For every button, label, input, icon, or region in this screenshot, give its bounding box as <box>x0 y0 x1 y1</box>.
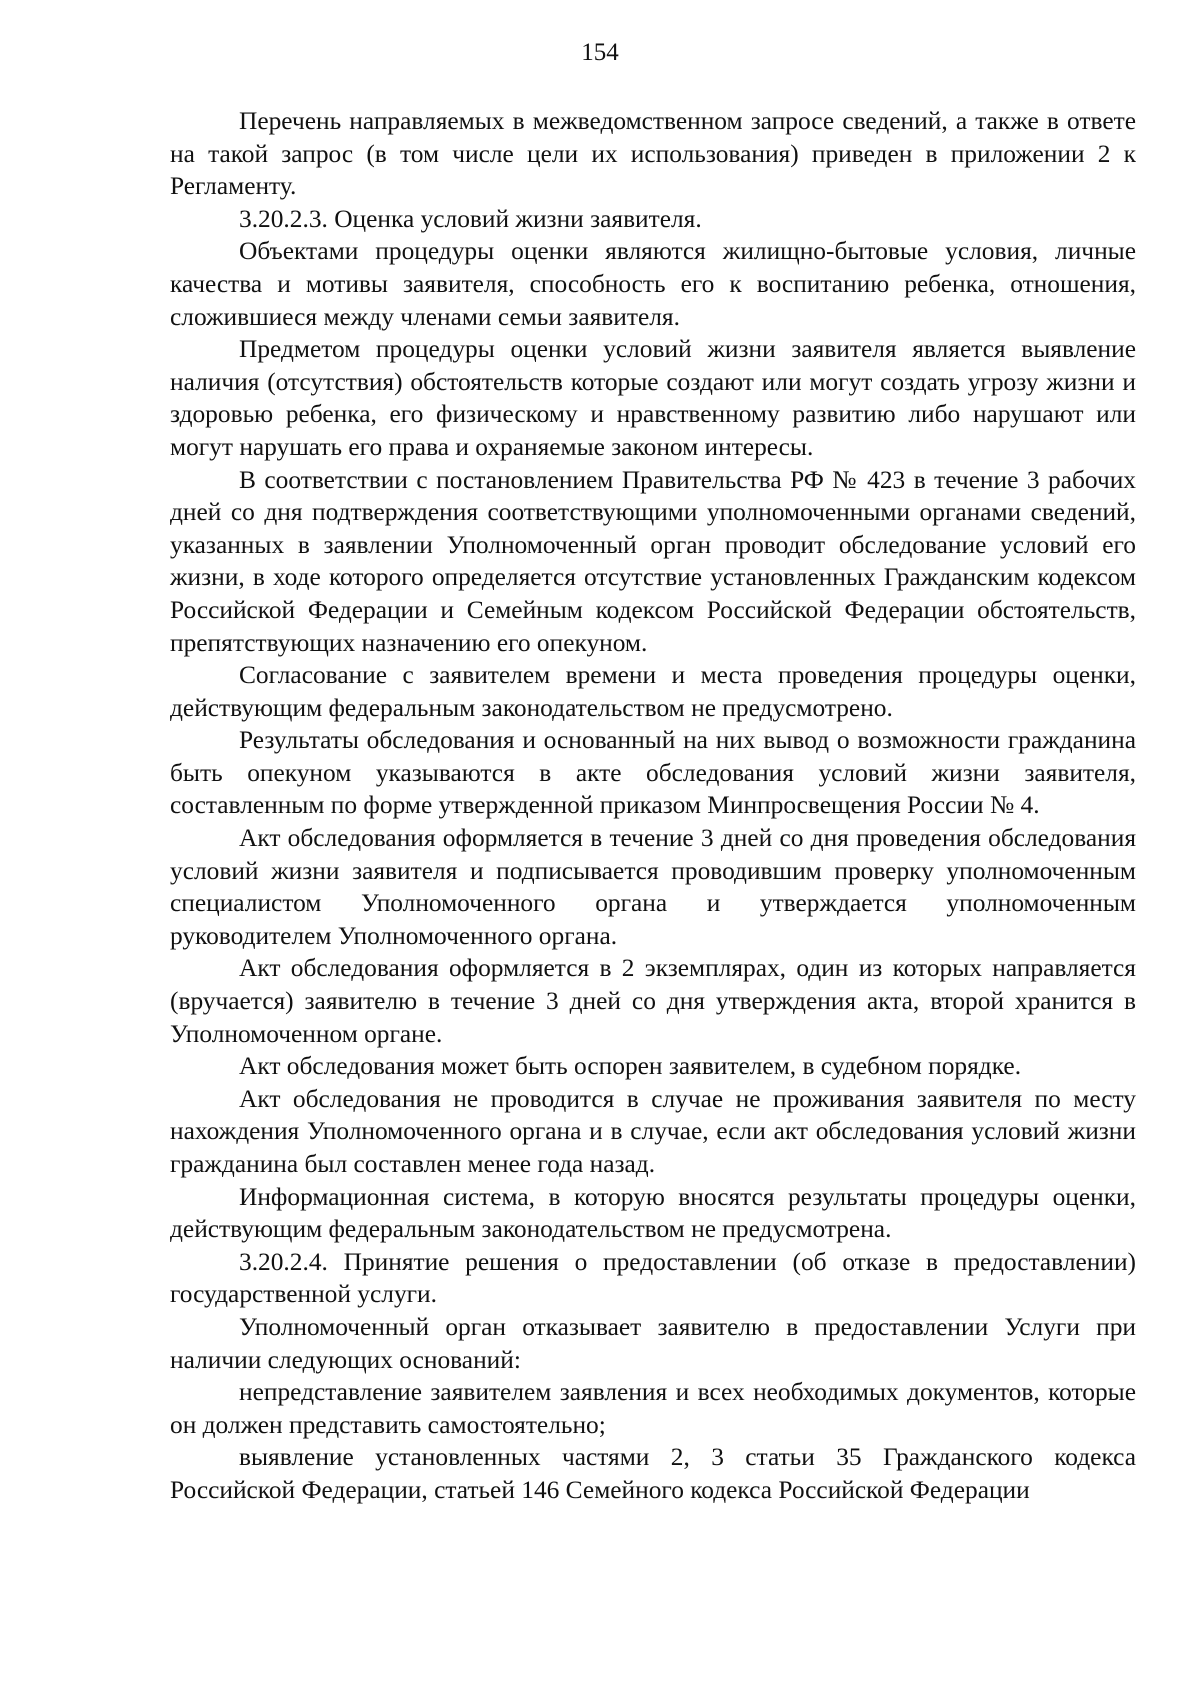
paragraph-time-place-agreement: Согласование с заявителем времени и места проведения процедуры оценки, действующим федеральным законодательством не предусмотрено. <box>170 661 1136 722</box>
section-heading-3-20-2-4: 3.20.2.4. Принятие решения о предоставлении (об отказе в предоставлении) государственной услуги. <box>170 1247 1136 1309</box>
paragraph-act-preparation: Акт обследования оформляется в течение 3 дней со дня проведения обследования условий жизни заявителя и подписывается проводившим проверку уполномоченным специалистом Уполномоченного органа и утверждается уполномоченным руководителем Уполномоченного органа. <box>170 824 1136 950</box>
paragraph-assessment-subject: Предметом процедуры оценки условий жизни заявителя является выявление наличия (отсутствия) обстоятельств которые создают или могут создать угрозу жизни и здоровью ребенка, его физическому и нравственному развитию либо нарушают или могут нарушать его права и охраняемые законом интересы. <box>170 335 1136 461</box>
paragraph-interagency-request-info: Перечень направляемых в межведомственном запросе сведений, а также в ответе на такой запрос (в том числе цели их использования) приведен в приложении 2 к Регламенту. <box>170 107 1136 201</box>
document-body <box>170 105 1136 1507</box>
page-number: 154 <box>581 39 619 66</box>
paragraph-assessment-objects: Объектами процедуры оценки являются жилищно-бытовые условия, личные качества и мотивы заявителя, способность его к воспитанию ребенка, отношения, сложившиеся между членами семьи заявителя. <box>170 237 1136 331</box>
paragraph-refusal-ground-documents: непредставление заявителем заявления и всех необходимых документов, которые он должен представить самостоятельно; <box>170 1378 1136 1439</box>
paragraph-resolution-423: В соответствии с постановлением Правительства РФ № 423 в течение 3 рабочих дней со дня подтверждения соответствующими уполномоченными органами сведений, указанных в заявлении Уполномоченный орган проводит обследование условий его жизни, в ходе которого определяется отсутствие установленных Гражданским кодексом Российской Федерации и Семейным кодексом Российской Федерации обстоятельств, препятствующих назначению его опекуном. <box>170 465 1136 657</box>
paragraph-act-not-conducted: Акт обследования не проводится в случае не проживания заявителя по месту нахождения Уполномоченного органа и в случае, если акт обследования условий жизни гражданина был составлен менее года назад. <box>170 1084 1136 1178</box>
paragraph-act-copies: Акт обследования оформляется в 2 экземплярах, один из которых направляется (вручается) заявителю в течение 3 дней со дня утверждения акта, второй хранится в Уполномоченном органе. <box>170 954 1136 1048</box>
paragraph-refusal-grounds: Уполномоченный орган отказывает заявителю в предоставлении Услуги при наличии следующих оснований: <box>170 1312 1136 1374</box>
paragraph-refusal-ground-civil-code: выявление установленных частями 2, 3 статьи 35 Гражданского кодекса Российской Федерации, статьей 146 Семейного кодекса Российской Федерации <box>170 1443 1136 1504</box>
paragraph-act-appeal: Акт обследования может быть оспорен заявителем, в судебном порядке. <box>239 1052 1022 1081</box>
paragraph-information-system: Информационная система, в которую вносятся результаты процедуры оценки, действующим федеральным законодательством не предусмотрена. <box>170 1182 1136 1244</box>
paragraph-inspection-results: Результаты обследования и основанный на них вывод о возможности гражданина быть опекуном указываются в акте обследования условий жизни заявителя, составленным по форме утвержденной приказом Минпросвещения России № 4. <box>170 726 1136 820</box>
section-heading-3-20-2-3: 3.20.2.3. Оценка условий жизни заявителя. <box>239 204 702 233</box>
